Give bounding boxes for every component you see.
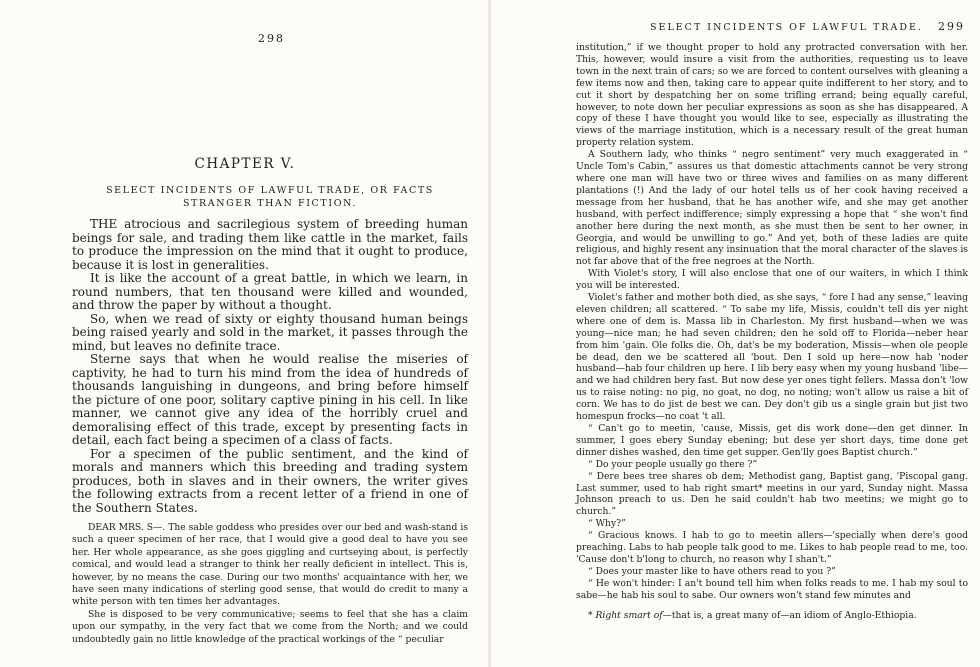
letter-paragraph: “ He won't hinder: I an't bound tell him when folks reads to me. I hab my soul to sabe—he hab his soul to sabe. Our owners won't stand few minutes and xyxy=(576,577,968,601)
main-text xyxy=(72,218,468,515)
footnote xyxy=(576,610,968,622)
letter-paragraph: “ Why?” xyxy=(588,518,626,530)
footnote-marker: * xyxy=(588,609,596,621)
paragraph: THE atrocious and sacrilegious system of breeding human beings for sale, and trading them like cattle in the market, fails to produce the impression on the mind that it ought to produce, because it is lost in generalities. xyxy=(72,217,468,272)
letter-paragraph: A Southern lady, who thinks “ negro sentiment” very much exaggerated in “ Uncle Tom's Cabin,” assures us that domestic attachments cannot be very strong where one man will have two or three wives and families on as many different plantations (!) And the lady of our hotel tells us of her cook having received a message from her husband, that he has another wife, and she may get another husband, with perfect indifference; simply expressing a hope that “ she won't find another here during the next month, as she must then be sent to her owner, in Georgia, and would be unwilling to go.” And yet, both of these ladies are quite religious, and highly resent any insinuation that the moral character of the slaves is not far above that of the free negroes at the North. xyxy=(576,149,968,268)
letter-paragraph: With Violet's story, I will also enclose that one of our waiters, in which I think you will be interested. xyxy=(576,268,968,292)
letter-paragraph: She is disposed to be very communicative; seems to feel that she has a claim upon our sympathy, in the very fact that we come from the North; and we could undoubtedly gain no little knowledge of the practical workings of the “ peculiar xyxy=(72,608,468,645)
letter-paragraph: Violet's father and mother both died, as she says, “ fore I had any sense,” leaving eleven children; all scattered. “ To sabe my life, Missis, couldn't tell dis yer night where one of dem is. Massa lib in Charleston. My first husband—when we was young—nice man; he had seven children; den he sold off to Florida—neber hear from him 'gain. Ole folks die. Oh, dat's be my boderation, Missis—when ole people be dead, den we be scattered all 'bout. Den I sold up here—now hab 'noder husband—hab four children up here. I lib bery easy when my young husband 'libe—and we had children bery fast. But now dese yer ones tight fellers. Massa don't 'low us to raise noting: no pig, no goat, no dog, no noting; won't allow us raise a bit of corn. We has to do jist de best we can. Dey don't gib us a single grain but jist two homespun frocks—no coat 't all. xyxy=(576,292,968,423)
footnote-term: Right smart of xyxy=(595,609,663,621)
letter-extract xyxy=(72,522,468,646)
letter-continuation xyxy=(576,42,968,622)
running-head: SELECT INCIDENTS OF LAWFUL TRADE. xyxy=(650,22,923,33)
page-number: 298 xyxy=(258,32,285,45)
letter-paragraph: “ Gracious knows. I hab to go to meetin allers—'specially when dere's good preaching. Labs to hab people talk good to me. Likes to hab people read to me, too. 'Cause don't b'long to church, no reason why I shan't.” xyxy=(576,530,968,565)
paragraph: So, when we read of sixty or eighty thousand human beings being raised yearly and sold in the market, it passes through the mind, but leaves no definite trace. xyxy=(72,311,468,353)
footnote-text: —that is, a great many of—an idiom of Anglo-Ethiopia. xyxy=(662,609,917,621)
letter-paragraph: “ Dere bees tree shares ob dem; Methodist gang, Baptist gang, 'Piscopal gang. Last summer, used to hab right smart* meetins in our yard, Sunday night. Massa Johnson preach to us. Den he said couldn't hab two meetins; we might go to church.” xyxy=(576,470,968,518)
paragraph: It is like the account of a great battle, in which we learn, in round numbers, that ten thousand were killed and wounded, and throw the paper by without a thought. xyxy=(72,271,468,312)
paragraph: For a specimen of the public sentiment, and the kind of morals and manners which this breeding and trading system produces, both in slaves and in their owners, the writer gives the following extracts from a recent letter of a friend in one of the Southern States. xyxy=(72,446,468,515)
page-number: 299 xyxy=(938,20,965,33)
letter-paragraph: “ Can't go to meetin, 'cause, Missis, get dis work done—den get dinner. In summer, I goes ebery Sunday ebening; but dese yer short days, time done get dinner dishes washed, den time get supper. Gen'lly goes Baptist church.” xyxy=(576,423,968,458)
chapter-heading: CHAPTER V. xyxy=(194,156,296,172)
chapter-subtitle: SELECT INCIDENTS OF LAWFUL TRADE, OR FACTS STRANGER THAN FICTION. xyxy=(106,185,434,209)
paragraph: Sterne says that when he would realise the miseries of captivity, he had to turn his mind from the idea of hundreds of thousands languishing in dungeons, and bring before himself the picture of one poor, solitary captive pining in his cell. In like manner, we cannot give any idea of the horribly cruel and demoralising effect of this trade, except by presenting facts in detail, each fact being a specimen of a class of facts. xyxy=(72,352,468,447)
letter-paragraph: “ Does your master like to have others read to you ?” xyxy=(588,565,836,577)
letter-paragraph: “ Do your people usually go there ?” xyxy=(588,458,758,470)
letter-paragraph: institution,” if we thought proper to hold any protracted conversation with her. This, however, would insure a visit from the authorities, requesting us to leave town in the next train of cars; so we are forced to content ourselves with gleaning a few items now and then, taking care to appear quite indifferent to her story, and to cut it short by despatching her on some trifling errand; being equally careful, however, to note down her peculiar expressions as soon as she has disappeared. A copy of these I have thought you would like to see, especially as illustrating the views of the marriage institution, which is a necessary result of the great human property relation system. xyxy=(576,42,968,149)
letter-paragraph: DEAR MRS. S—. The sable goddess who presides over our bed and wash-stand is such a queer specimen of her race, that I would give a good deal to have you see her. Her whole appearance, as she goes giggling and curtseying about, is perfectly comical, and would lead a stranger to think her really deficient in intellect. This is, however, by no means the case. During our two months' acquaintance with her, we have seen many indications of sterling good sense, that would do credit to many a white person with ten times her advantages. xyxy=(72,522,468,608)
